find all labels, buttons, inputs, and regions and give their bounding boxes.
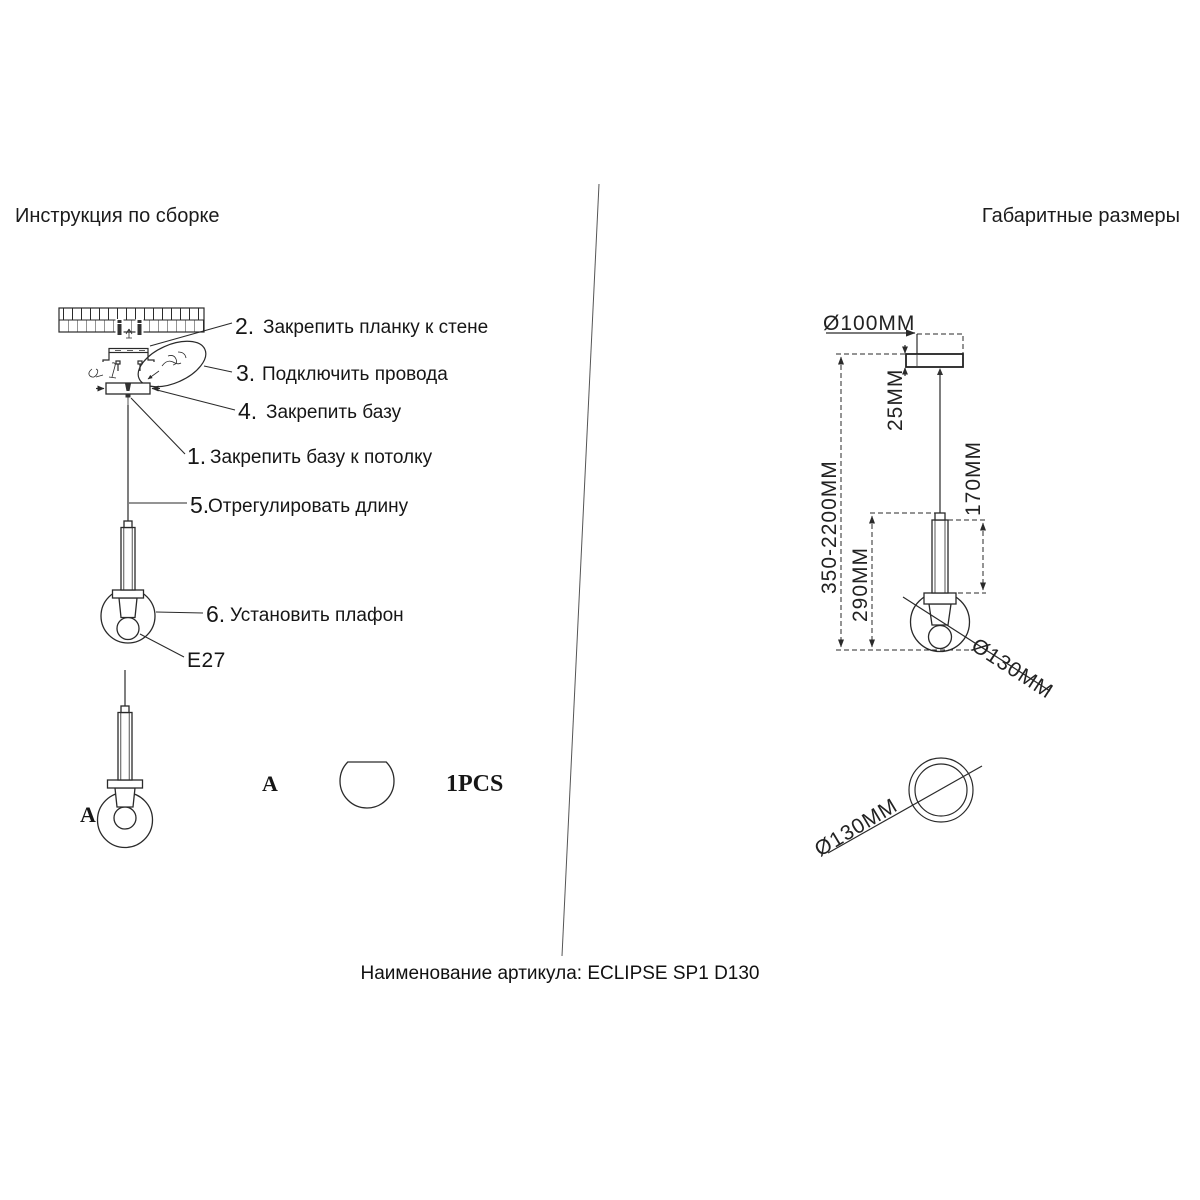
shade-part-icon [340,762,394,808]
canopy-base [96,383,160,405]
wall-anchor-right [138,320,142,335]
assembled-lamp [98,670,153,848]
bulb [117,618,139,640]
assembly-diagram [59,308,503,848]
step-3-label: Подключить провода [262,364,448,385]
step-2-label: Закрепить планку к стене [263,317,489,338]
bracket-screw-left [116,361,120,364]
assembled-part-marker: A [80,802,96,827]
left-section-title: Инструкция по сборке [15,205,220,227]
canopy-height-label: 25MM [884,368,907,431]
wall-anchor-left [118,320,122,335]
step-2-number: 2. [235,313,255,339]
step-6-label: Установить плафон [230,605,404,626]
canopy-screw [126,394,131,398]
pendant-lamp [101,521,155,643]
dim-canopy [906,334,963,367]
hook-icon [89,369,103,377]
section-divider [562,184,599,956]
step-5-label: Отрегулировать длину [208,496,409,517]
parts-list-marker: A [262,771,278,796]
bracket-screw-right [138,361,142,364]
step-5-number: 5. [190,492,210,518]
mounting-bracket [103,349,154,372]
socket-type-label: E27 [187,649,226,672]
flange [113,590,144,598]
canopy-diameter-label: Ø100MM [823,312,916,335]
socket [119,598,137,618]
step-6-number: 6. [206,601,226,627]
tube [121,528,135,591]
step-4-number: 4. [238,398,258,424]
ceiling-brick-band [59,308,204,338]
tube-cap [124,521,132,528]
shade-diameter-label: Ø130MM [967,633,1058,704]
overall-height-label: 350-2200MM [818,460,841,594]
twisted-wires-icon [162,352,186,366]
right-section-title: Габаритные размеры [981,205,1180,227]
tube-height-label: 170MM [962,440,985,516]
step-1-number: 1. [187,443,207,469]
step-1-label: Закрепить базу к потолку [210,447,433,468]
step-3-number: 3. [236,360,256,386]
parts-list [262,762,503,808]
shade-bottom-diameter-label: Ø130MM [810,794,902,862]
dim-lamp [911,368,970,652]
dimension-drawing [811,312,1058,861]
parts-quantity: 1PCS [446,771,504,797]
fixture-height-label: 290MM [849,546,872,622]
step-4-label: Закрепить базу [266,402,402,423]
screw-icon [109,363,116,378]
article-caption: Наименование артикула: ECLIPSE SP1 D130 [360,963,760,984]
